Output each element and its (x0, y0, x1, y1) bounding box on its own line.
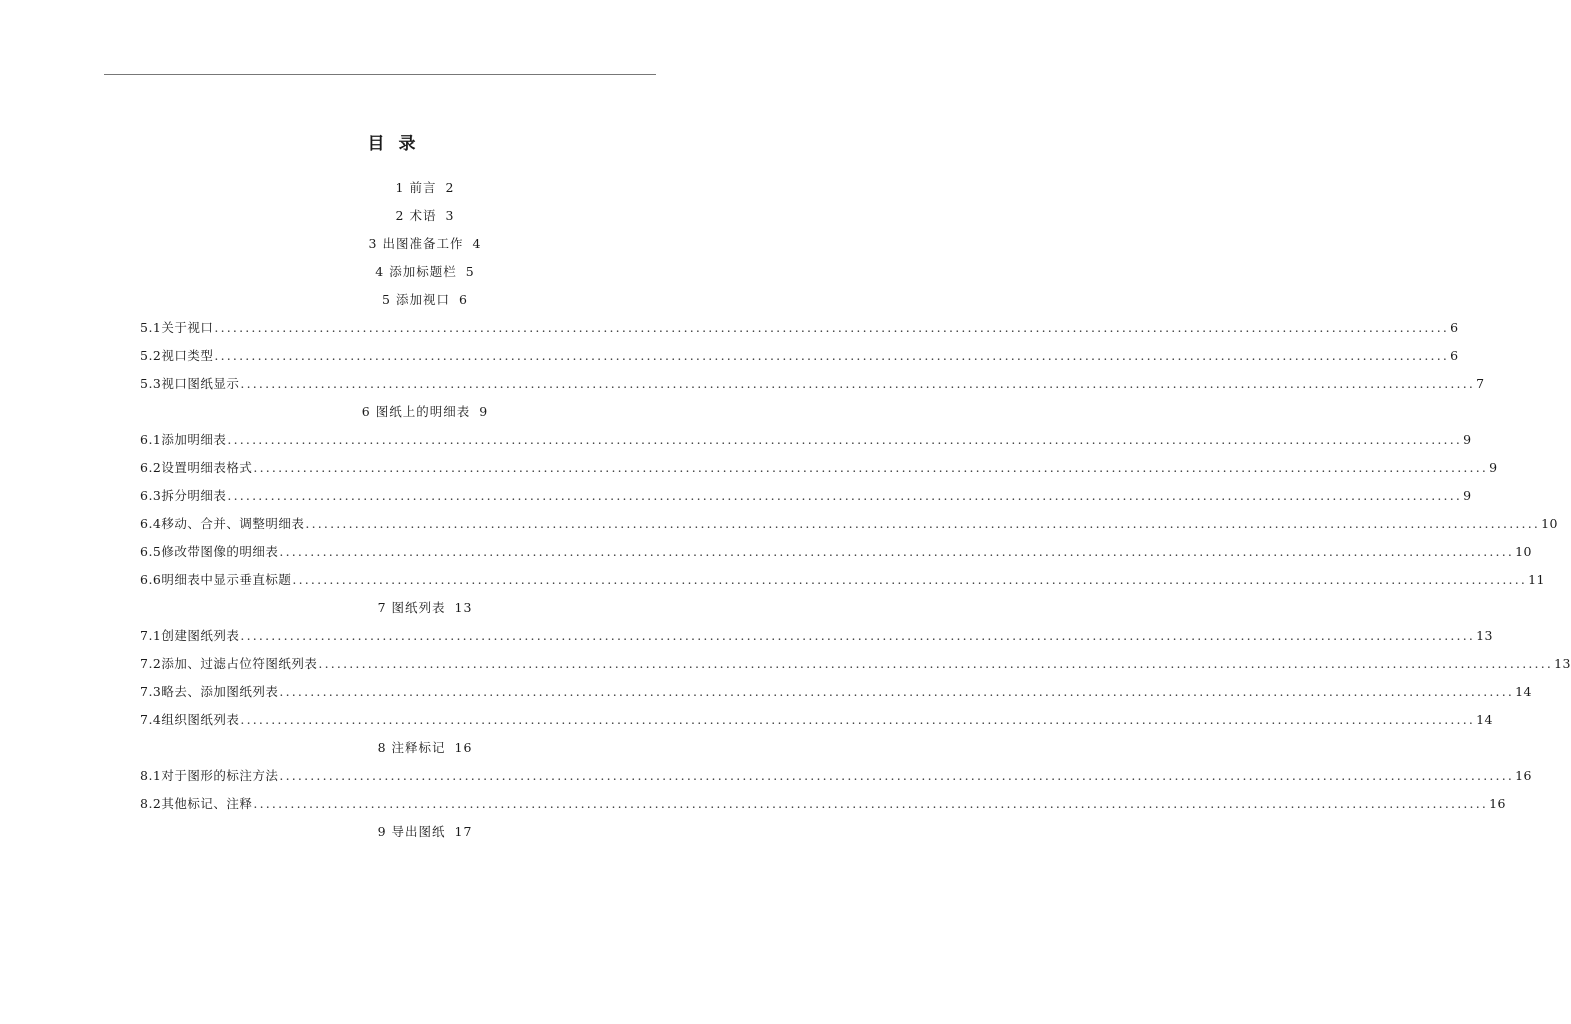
toc-chapter-label: 5 添加视口 (382, 292, 450, 307)
toc-section-label: 6.2设置明细表格式 (140, 460, 253, 475)
toc-page-number: 9 (1489, 460, 1498, 475)
toc-page-number: 9 (1463, 432, 1472, 447)
toc-chapter-entry[interactable] (140, 258, 710, 286)
toc-chapter-entry[interactable] (140, 818, 710, 846)
toc-section-label: 6.5修改带图像的明细表 (140, 544, 279, 559)
toc-section-label: 6.4移动、合并、调整明细表 (140, 516, 305, 531)
header-rule (104, 74, 656, 75)
dot-leader: ........................................................................................................................................................................................................ (318, 656, 1554, 671)
toc-section-entry[interactable] (140, 706, 1493, 734)
toc-chapter-label: 2 术语 (395, 208, 437, 223)
toc-page-number: 6 (1450, 320, 1459, 335)
toc-section-label: 8.2其他标记、注释 (140, 796, 253, 811)
toc-chapter-label: 7 图纸列表 (377, 600, 446, 615)
toc-section-entry[interactable] (140, 510, 1558, 538)
toc-page-number: 9 (479, 404, 489, 419)
toc-title: 目 录 (367, 134, 420, 154)
toc-chapter-entry[interactable] (140, 202, 710, 230)
dot-leader: ........................................................................................................................................................................................................ (240, 628, 1476, 643)
toc-page-number: 13 (454, 600, 473, 615)
toc-page-number: 2 (445, 180, 455, 195)
toc-chapter-label: 6 图纸上的明细表 (361, 404, 471, 419)
toc-section-label: 5.2视口类型 (140, 348, 214, 363)
dot-leader: ........................................................................................................................................................................................................ (279, 684, 1515, 699)
toc-page-number: 13 (1476, 628, 1493, 643)
toc-page-number: 6 (458, 292, 468, 307)
toc-page-number: 5 (465, 264, 475, 279)
toc-section-label: 7.1创建图纸列表 (140, 628, 240, 643)
toc-page-number: 10 (1515, 544, 1532, 559)
dot-leader: ........................................................................................................................................................................................................ (253, 460, 1489, 475)
toc-page-number: 10 (1541, 516, 1558, 531)
toc-page-number: 14 (1515, 684, 1532, 699)
toc-page-number: 11 (1528, 572, 1545, 587)
toc-section-entry[interactable] (140, 342, 1459, 370)
toc-page-number: 16 (1489, 796, 1506, 811)
dot-leader: ........................................................................................................................................................................................................ (253, 796, 1489, 811)
toc-section-entry[interactable] (140, 790, 1506, 818)
toc-list (140, 174, 1571, 846)
toc-chapter-label: 4 添加标题栏 (375, 264, 457, 279)
toc-section-entry[interactable] (140, 762, 1532, 790)
toc-chapter-label: 1 前言 (395, 180, 437, 195)
toc-page-number: 6 (1450, 348, 1459, 363)
toc-chapter-entry[interactable] (140, 286, 710, 314)
dot-leader: ........................................................................................................................................................................................................ (279, 544, 1515, 559)
toc-section-entry[interactable] (140, 622, 1493, 650)
toc-section-entry[interactable] (140, 370, 1485, 398)
dot-leader: ........................................................................................................................................................................................................ (214, 320, 1450, 335)
toc-page-number: 9 (1463, 488, 1472, 503)
toc-section-label: 7.2添加、过滤占位符图纸列表 (140, 656, 318, 671)
toc-section-entry[interactable] (140, 314, 1459, 342)
toc-section-entry[interactable] (140, 678, 1532, 706)
dot-leader: ........................................................................................................................................................................................................ (240, 376, 1476, 391)
toc-chapter-entry[interactable] (140, 734, 710, 762)
toc-section-entry[interactable] (140, 426, 1472, 454)
dot-leader: ........................................................................................................................................................................................................ (279, 768, 1515, 783)
toc-section-entry[interactable] (140, 454, 1498, 482)
dot-leader: ........................................................................................................................................................................................................ (227, 488, 1463, 503)
toc-section-entry[interactable] (140, 482, 1472, 510)
toc-page-number: 13 (1554, 656, 1571, 671)
toc-section-label: 6.3拆分明细表 (140, 488, 227, 503)
toc-section-label: 6.1添加明细表 (140, 432, 227, 447)
toc-section-label: 5.1关于视口 (140, 320, 214, 335)
dot-leader: ........................................................................................................................................................................................................ (292, 572, 1528, 587)
toc-chapter-label: 8 注释标记 (377, 740, 446, 755)
dot-leader: ........................................................................................................................................................................................................ (305, 516, 1541, 531)
toc-chapter-entry[interactable] (140, 230, 710, 258)
toc-chapter-label: 3 出图准备工作 (368, 236, 464, 251)
toc-page-number: 17 (454, 824, 473, 839)
toc-chapter-entry[interactable] (140, 398, 710, 426)
toc-page-number: 4 (472, 236, 482, 251)
toc-section-entry[interactable] (140, 538, 1532, 566)
toc-section-label: 8.1对于图形的标注方法 (140, 768, 279, 783)
toc-section-entry[interactable] (140, 566, 1545, 594)
dot-leader: ........................................................................................................................................................................................................ (227, 432, 1463, 447)
toc-page-number: 3 (445, 208, 455, 223)
toc-page-number: 7 (1476, 376, 1485, 391)
toc-section-entry[interactable] (140, 650, 1571, 678)
toc-section-label: 6.6明细表中显示垂直标题 (140, 572, 292, 587)
toc-chapter-label: 9 导出图纸 (377, 824, 446, 839)
toc-page-number: 16 (1515, 768, 1532, 783)
toc-page-number: 14 (1476, 712, 1493, 727)
toc-section-label: 5.3视口图纸显示 (140, 376, 240, 391)
dot-leader: ........................................................................................................................................................................................................ (214, 348, 1450, 363)
toc-chapter-entry[interactable] (140, 594, 710, 622)
toc-section-label: 7.3略去、添加图纸列表 (140, 684, 279, 699)
dot-leader: ........................................................................................................................................................................................................ (240, 712, 1476, 727)
toc-chapter-entry[interactable] (140, 174, 710, 202)
toc-page-number: 16 (454, 740, 473, 755)
toc-section-label: 7.4组织图纸列表 (140, 712, 240, 727)
